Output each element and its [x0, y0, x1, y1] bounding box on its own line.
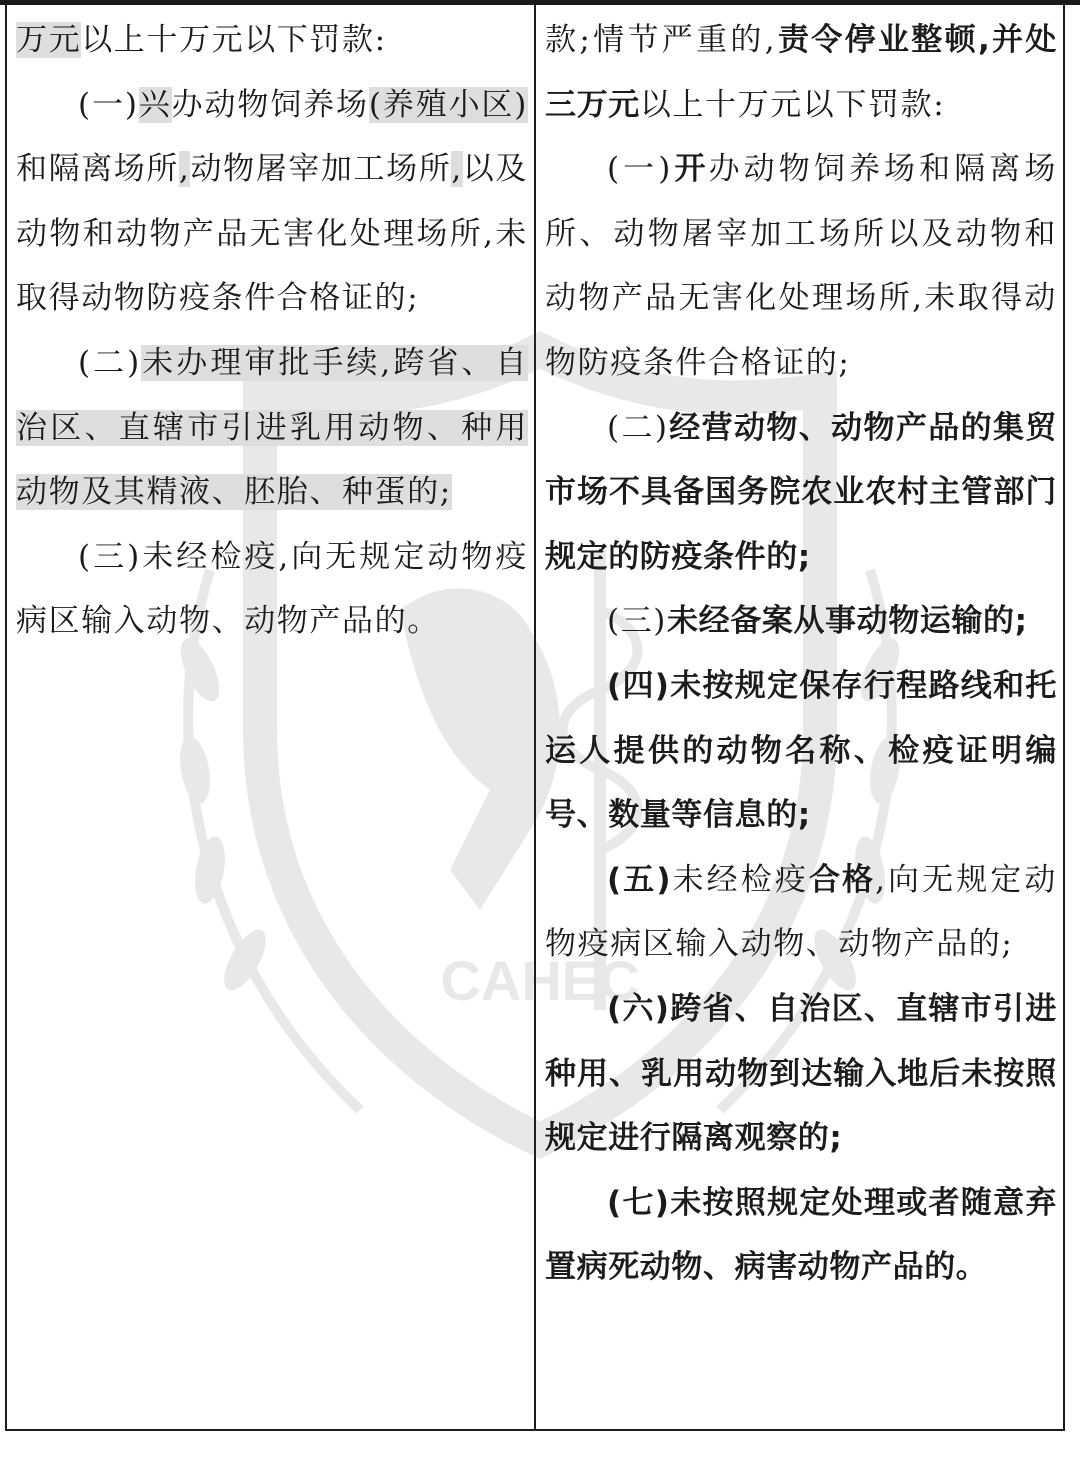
- right-paragraph-item-2: [545, 396, 1057, 590]
- right-paragraph-item-7: (七)未按照规定处理或者随意弃置病死动物、病害动物产品的。: [545, 1184, 1057, 1286]
- bold-text: (五): [607, 861, 672, 898]
- paragraph-text: 以上十万元以下罚款:: [639, 86, 946, 123]
- watermark-text: CAHEC: [440, 949, 640, 1012]
- item-number: (三): [607, 603, 667, 640]
- highlighted-text: 万元: [16, 22, 82, 58]
- column-divider: [534, 5, 536, 1431]
- item-number: (二): [607, 409, 669, 446]
- highlighted-text: (养殖小区): [368, 86, 528, 123]
- bold-text: 经营动物、动物产品的集贸市场不具备国务院农业农村主管部门规定的防疫条件的;: [545, 409, 1057, 575]
- bold-text: 未经备案从事动物运输的;: [667, 603, 1028, 640]
- right-paragraph-item-1: [545, 137, 1057, 395]
- paragraph-text: 以上十万元以下罚款:: [81, 22, 387, 58]
- item-number: (一): [78, 86, 139, 123]
- highlighted-text: ,: [179, 151, 191, 188]
- paragraph-text: 未经检疫: [671, 861, 809, 898]
- right-paragraph-item-5: [545, 848, 1057, 977]
- paragraph-text: 款;情节严重的,: [545, 22, 777, 58]
- paragraph-text: ,向无规定动物疫病区输入动物、动物产品的;: [545, 861, 1057, 963]
- bold-text: 责令停业整顿,并处三万元: [545, 22, 1057, 123]
- left-paragraph-item-1: [16, 73, 528, 331]
- bold-text: 合格: [808, 861, 876, 898]
- right-paragraph-item-3: [545, 589, 1057, 654]
- right-column: [545, 8, 1057, 1300]
- right-paragraph-intro: [545, 8, 1057, 137]
- paragraph-text: 动物屠宰加工场所: [190, 151, 452, 188]
- paragraph-text: 办动物饲养场和隔离场所、动物屠宰加工场所以及动物和动物产品无害化处理场所,未取得动物防疫条件合格证的;: [545, 151, 1058, 381]
- paragraph-text: 以及动物和动物产品无害化处理场所,未取得动物防疫条件合格证的;: [16, 151, 528, 317]
- right-paragraph-item-4: (四)未按规定保存行程路线和托运人提供的动物名称、检疫证明编号、数量等信息的;: [545, 667, 1057, 834]
- left-paragraph-item-2: [16, 331, 528, 525]
- item-number: (二): [78, 344, 141, 381]
- right-paragraph-item-6: (六)跨省、自治区、直辖市引进种用、乳用动物到达输入地后未按照规定进行隔离观察的;: [545, 990, 1057, 1157]
- left-column: [16, 8, 528, 654]
- paragraph-text: 和隔离场所: [16, 151, 180, 188]
- highlighted-text: 未办理审批手续,跨省、自治区、直辖市引进乳用动物、种用动物及其精液、胚胎、种蛋的;: [16, 344, 528, 511]
- bold-text: 开: [671, 151, 709, 188]
- item-number: (一): [607, 151, 672, 188]
- highlighted-text: ,: [451, 151, 463, 188]
- left-paragraph-intro: [16, 8, 528, 73]
- paragraph-text: 办动物饲养场: [171, 86, 369, 123]
- highlighted-text: 兴: [138, 86, 172, 123]
- left-paragraph-item-3: (三)未经检疫,向无规定动物疫病区输入动物、动物产品的。: [16, 538, 528, 640]
